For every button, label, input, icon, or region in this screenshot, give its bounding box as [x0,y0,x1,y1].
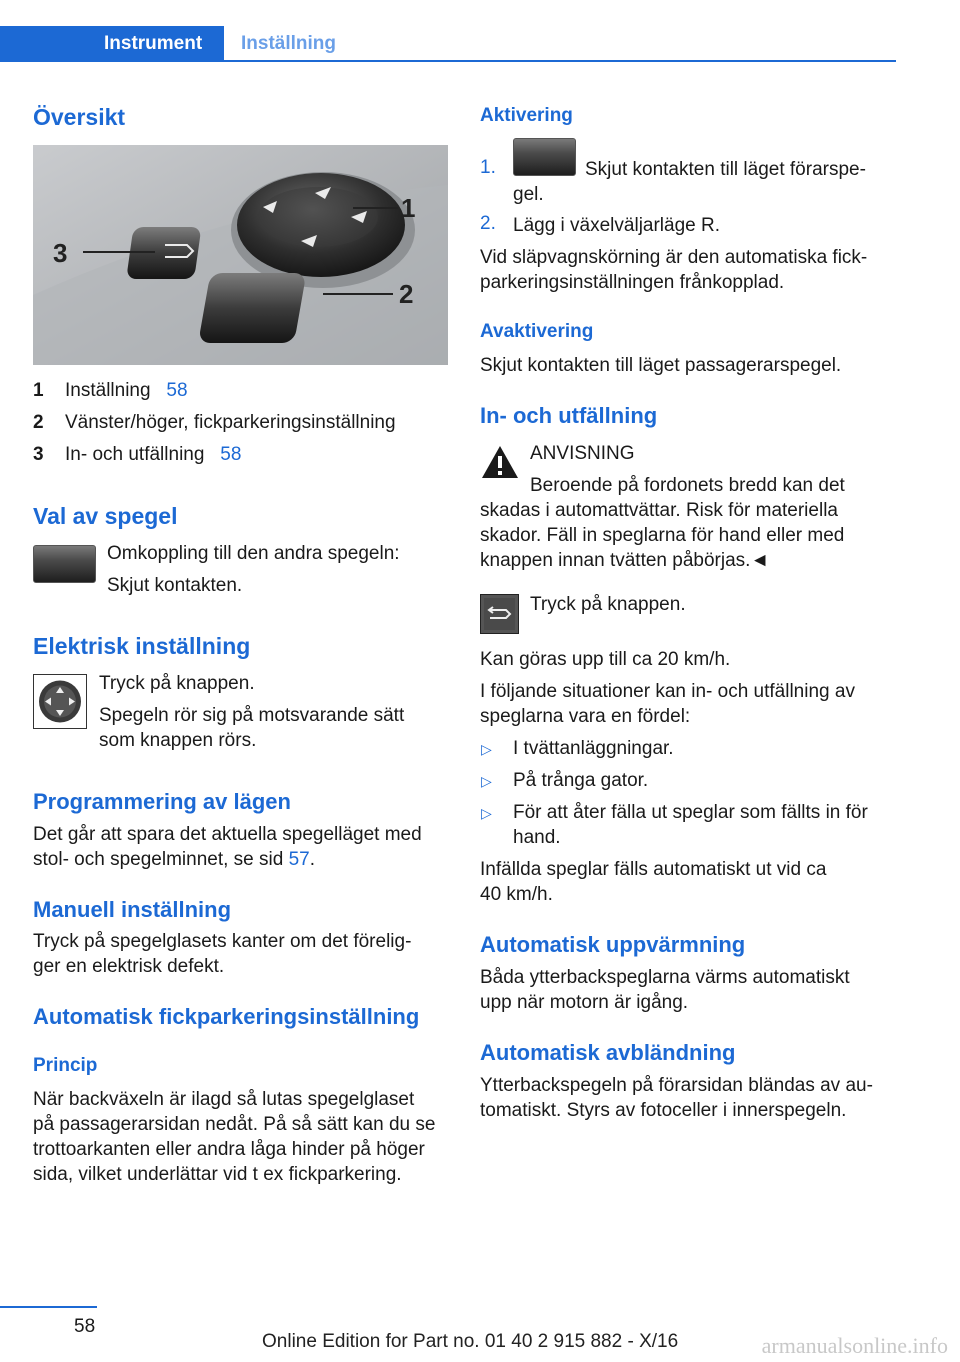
section-title-heating: Automatisk uppvärmning [480,932,746,957]
left-right-switch [198,273,306,343]
page-number: 58 [74,1316,96,1337]
mirror-control-figure [33,145,448,365]
step-number: 1. [480,157,496,178]
dimming-text-1: Ytterbackspegeln på förarsidan bländas av au- [480,1075,873,1096]
section-title-mirror-select: Val av spegel [33,503,178,529]
fold-situations-a: I följande situationer kan in- och utfällning av [480,681,855,702]
fold-situations-b: speglarna vara en fördel: [480,706,691,727]
warning-title: ANVISNING [530,443,635,464]
page-ref-link[interactable]: 57 [288,849,310,870]
fold-auto-b: 40 km/h. [480,884,553,905]
step-number: 2. [480,213,496,234]
warning-icon [480,444,520,480]
warning-text-2: skadas i automattvättar. Risk för materiella [480,500,838,521]
bullet-text-2: På trånga gator. [513,770,649,791]
auto-park-text-1: När backväxeln är ilagd så lutas spegelglaset [33,1089,415,1110]
figure-label-1: 1 [401,193,416,223]
auto-park-text-2: på passagerarsidan nedåt. På så sätt kan du se [33,1114,436,1135]
bullet-text-1: I tvättanläggningar. [513,738,674,759]
section-title-auto-park: Automatisk fickparkeringsinställning [33,1004,420,1029]
mirror-select-text-1: Omkoppling till den andra spegeln: [107,543,400,564]
fold-auto-a: Infällda speglar fälls automatiskt ut vid ca [480,859,827,880]
fold-speed-text: Kan göras upp till ca 20 km/h. [480,649,731,670]
legend-num: 3 [33,444,44,465]
mirror-select-text-2: Skjut kontakten. [107,575,243,596]
step-1-text-a: Skjut kontakten till läget förarspe- [585,159,866,180]
step-2-text: Lägg i växelväljarläge R. [513,215,721,236]
deactivation-text: Skjut kontakten till läget passagerarspegel. [480,355,842,376]
heating-text-2: upp när motorn är igång. [480,992,689,1013]
subtitle-deactivation: Avaktivering [480,321,594,342]
manual-text-1: Tryck på spegelglasets kanter om det förelig- [33,931,412,952]
bullet-text-3a: För att åter fälla ut speglar som fällts in för [513,802,868,823]
heating-text-1: Båda ytterbackspeglarna värms automatiskt [480,967,850,988]
page-ref-link[interactable]: 58 [220,444,242,465]
section-title-manual: Manuell inställning [33,897,232,922]
switch-icon [33,545,96,583]
section-title-electric: Elektrisk inställning [33,633,251,659]
bullet-triangle-icon: ▷ [481,805,492,821]
subtitle-principle: Princip [33,1055,98,1076]
subtitle-activation: Aktivering [480,105,573,126]
auto-park-text-3: trottoarkanten eller andra låga hinder på höger [33,1139,425,1160]
switch-icon [513,138,576,176]
bullet-text-3b: hand. [513,827,561,848]
electric-text-1: Tryck på knappen. [99,673,255,694]
watermark: armanualsonline.info [761,1333,948,1358]
auto-park-text-4: sida, vilket underlättar vid t ex fickparkering. [33,1164,402,1185]
mirror-knob-icon [33,674,87,729]
mirror-control-illustration [33,145,448,365]
activation-note-b: parkeringsinställningen frånkopplad. [480,272,785,293]
edition-text: Online Edition for Part no. 01 40 2 915 882 - X/16 [262,1331,679,1352]
electric-text-2a: Spegeln rör sig på motsvarande sätt [99,705,405,726]
figure-label-2: 2 [399,279,414,309]
manual-text-2: ger en elektrisk defekt. [33,956,225,977]
bullet-triangle-icon: ▷ [481,741,492,757]
step-1-text-b: gel. [513,184,544,205]
legend-label: In- och utfällning 58 [65,444,242,465]
header-tabbar [0,26,896,62]
programming-text-1: Det går att spara det aktuella spegelläget med [33,824,422,845]
bullet-triangle-icon: ▷ [481,773,492,789]
section-title-programming: Programmering av lägen [33,789,291,814]
warning-text-3: skador. Fäll in speglarna för hand eller med [480,525,845,546]
figure-label-3: 3 [53,238,68,268]
section-title-overview: Översikt [33,104,126,130]
section-title-dimming: Automatisk avbländning [480,1040,736,1065]
fold-button-icon [480,594,519,634]
legend-num: 2 [33,412,44,433]
legend-num: 1 [33,380,44,401]
fold-press-text: Tryck på knappen. [530,594,686,615]
legend-label: Vänster/höger, fickparkeringsinställning [65,412,396,433]
activation-note-a: Vid släpvagnskörning är den automatiska fick- [480,247,868,268]
electric-text-2b: som knappen rörs. [99,730,257,751]
legend-label: Inställning 58 [65,380,188,401]
tab-instrument[interactable]: Instrument [0,26,224,62]
programming-text-2: stol- och spegelminnet, se sid 57. [33,849,315,870]
dimming-text-2: tomatiskt. Styrs av fotoceller i innerspegeln. [480,1100,847,1121]
warning-text-4: knappen innan tvätten påbörjas.◄ [480,550,770,571]
page-ref-link[interactable]: 58 [166,380,188,401]
tab-installning[interactable]: Inställning [241,33,336,54]
warning-text-1: Beroende på fordonets bredd kan det [530,475,845,496]
section-title-folding: In- och utfällning [480,403,658,428]
footer-rule [0,1306,97,1308]
